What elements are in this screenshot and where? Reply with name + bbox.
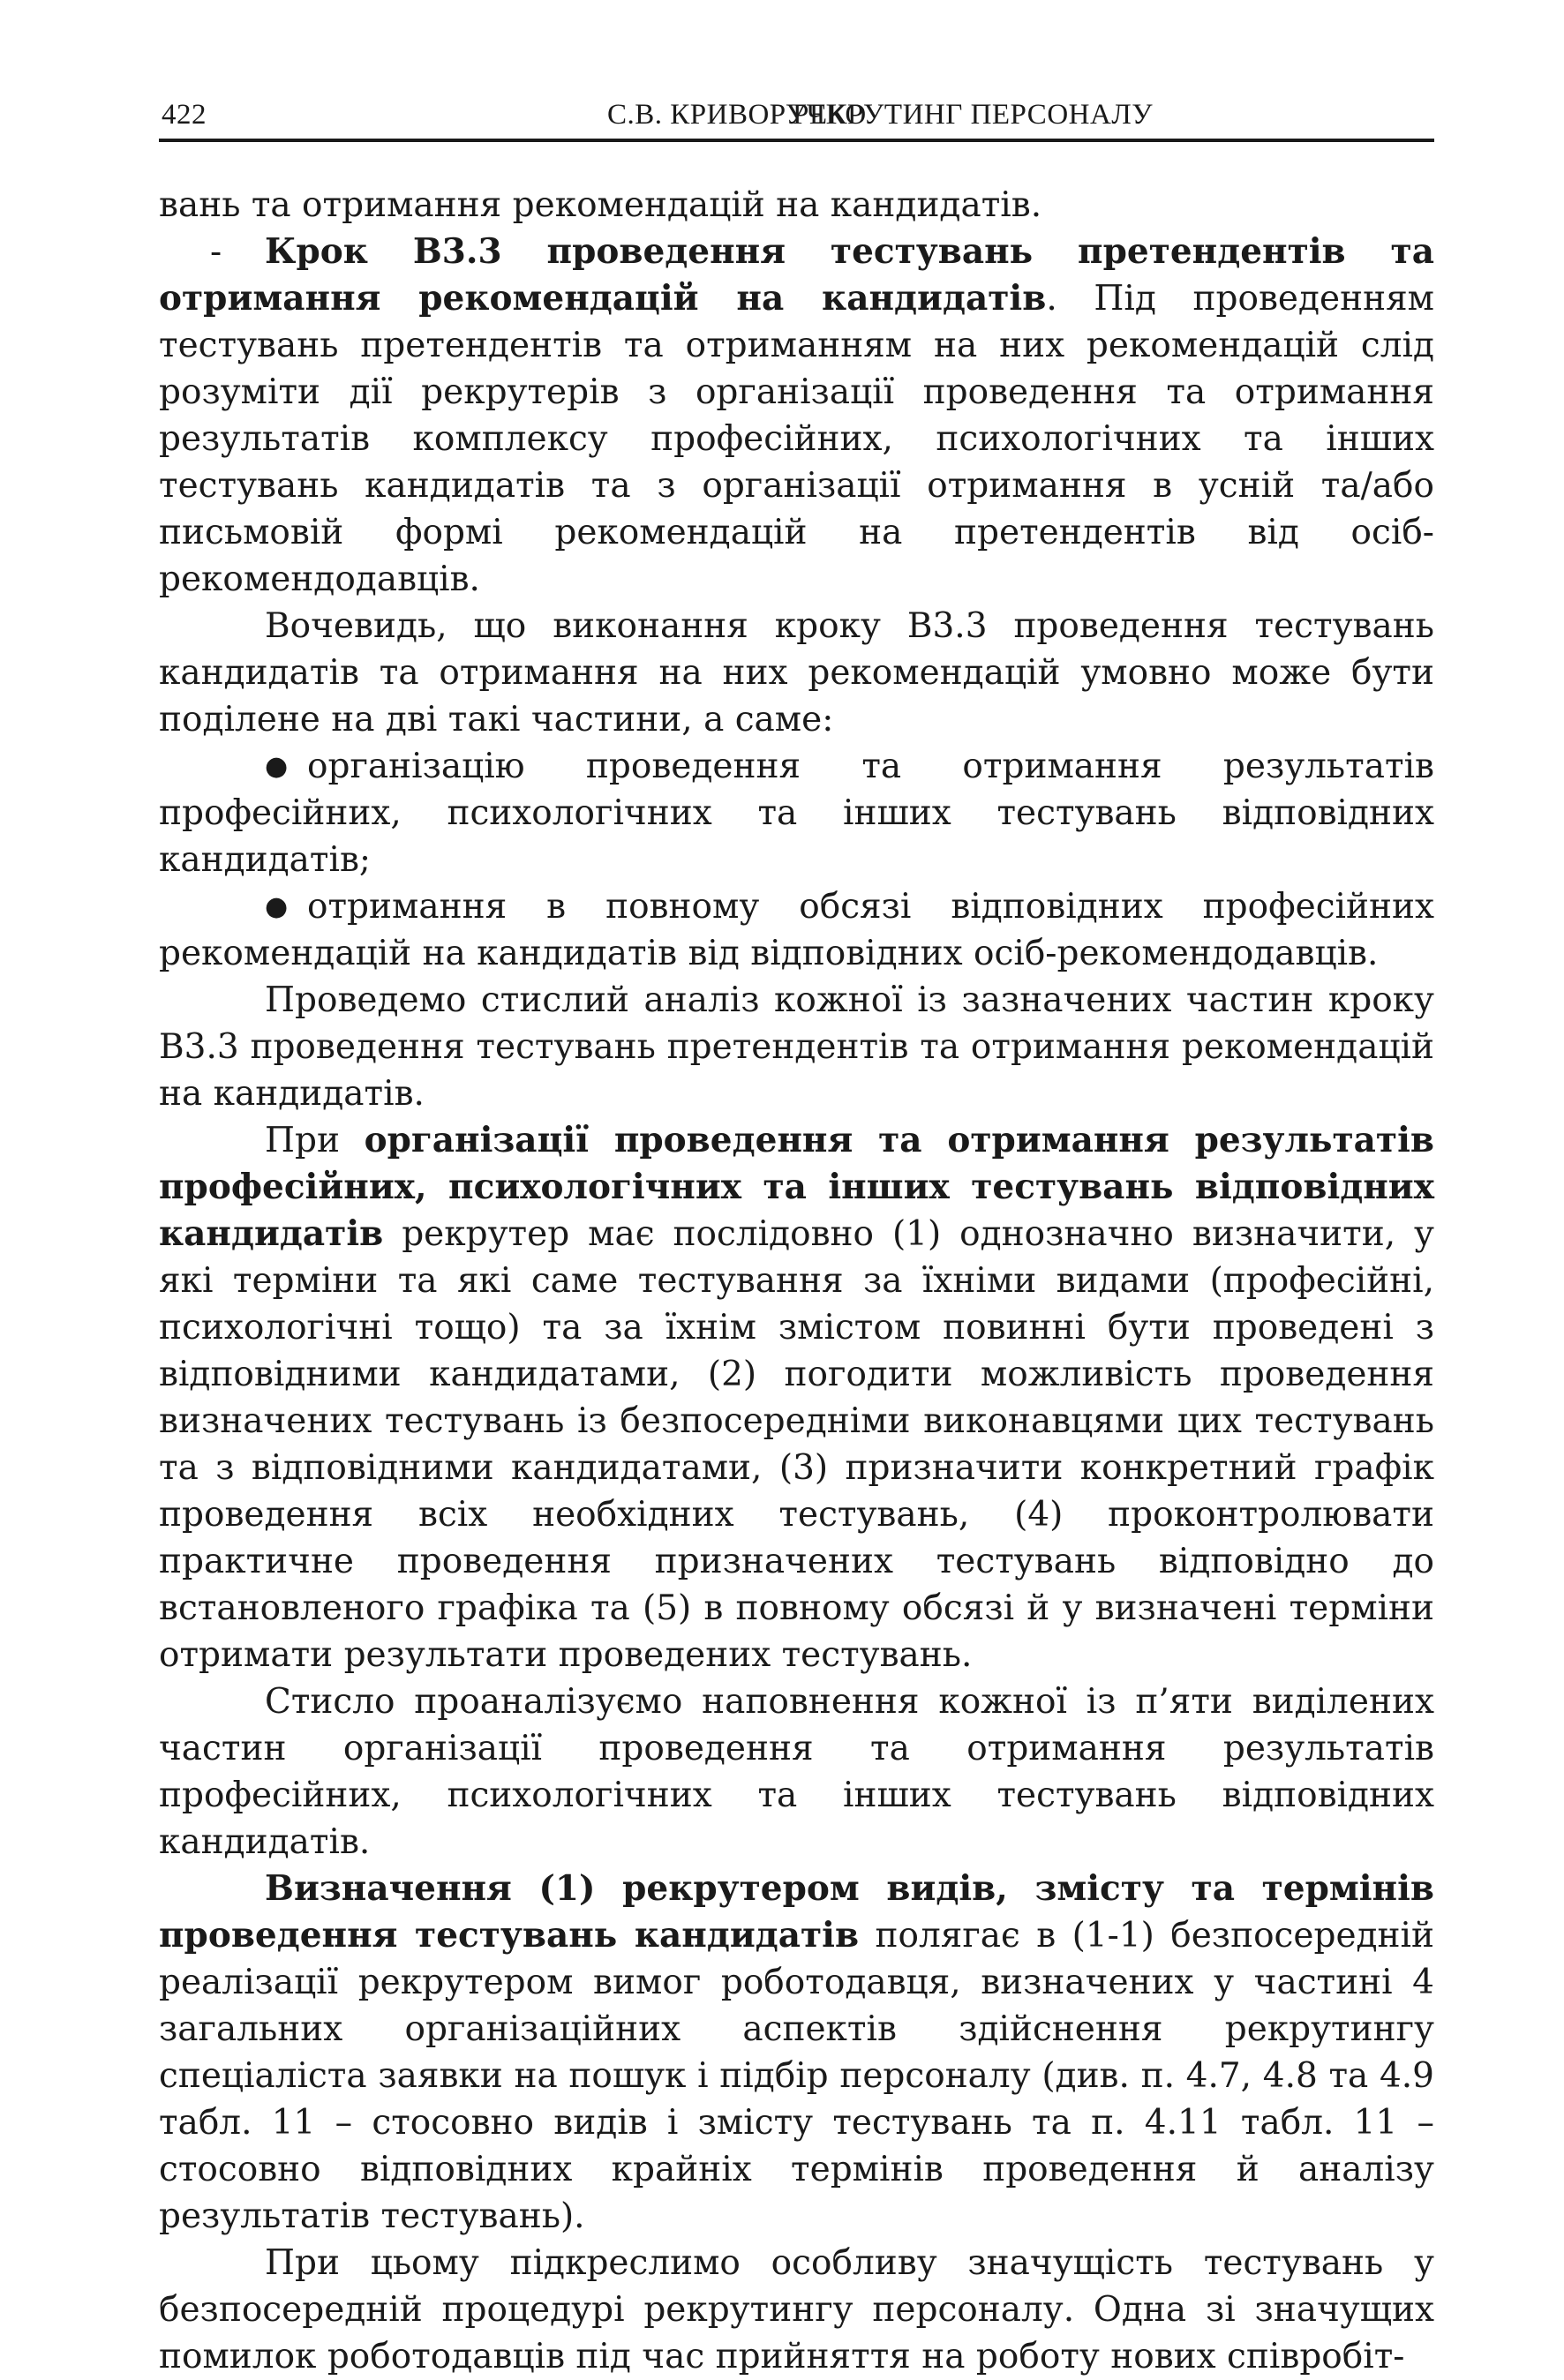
bullet-icon: ● [265,751,289,782]
dash-marker: - [210,232,222,272]
paragraph-testing-organization: При організації проведення та отримання результатів професійних, психологічних та інших тестувань відповідних кандидатів рекрутер має послідовно (1) однозначно визначити, у які терміни та які саме тестування за їхніми видами (професійні, психологічні тощо) та за їхнім змістом повинні бути проведені з відповідними кандидатами, (2) погодити можливість проведення визначених тестувань із безпосередніми виконавцями цих тестувань та з відповідними кандидатами, (3) призначити конкретний графік проведення всіх необхідних тестувань, (4) проконтролювати практичне проведення призначених тестувань відповідно до встановленого графіка та (5) в повному обсязі й у визначені терміни отримати результати проведених тестувань. [159,1120,1434,1675]
list-item: ● отримання в повному обсязі відповідних професійних рекомендацій на кандидатів від відповідних осіб-рекомендодавців. [159,883,1434,977]
paragraph-step-b33: - Крок В3.3 проведення тестувань претендентів та отримання рекомендацій на кандидатів. Під проведенням тестувань претендентів та отриманням на них рекомендацій слід розуміти дії рекрутерів з організації проведення та отримання результатів комплексу професійних, психологічних та інших тестувань кандидатів та з організації отримання в усній та/або письмовій формі рекомендацій на претендентів від осіб-рекомендодавців. [159,229,1434,603]
paragraph-definition-1: Визначення (1) рекрутером видів, змісту та термінів проведення тестувань кандидатів полягає в (1-1) безпосередній реалізації рекрутером вимог роботодавця, визначених у частині 4 загальних організаційних аспектів здійснення рекрутингу спеціаліста заявки на пошук і підбір персоналу (див. п. 4.7, 4.8 та 4.9 табл. 11 – стосовно видів і змісту тестувань та п. 4.11 табл. 11 – стосовно відповідних крайніх термінів проведення й аналізу результатів тестувань). [159,1868,1434,2236]
header-rule [159,139,1434,142]
header-author: С.В. КРИВОРУЧКО [607,99,867,131]
paragraph-two-parts: Вочевидь, що виконання кроку В3.3 проведення тестувань кандидатів та отримання на них рекомендацій умовно може бути поділене на дві такі частини, а саме: [159,606,1434,740]
definition-1-heading: Визначення (1) рекрутером видів, змісту та термінів проведення тестувань кандидатів [159,1868,1434,1956]
header-book-title: РЕКРУТИНГ ПЕРСОНАЛУ [793,99,1154,131]
paragraph-analysis-intro: Проведемо стислий аналіз кожної із зазначених частин кроку В3.3 проведення тестувань претендентів та отримання рекомендацій на кандидатів. [159,980,1434,1114]
paragraph-five-parts: Стисло проаналізуємо наповнення кожної із п’яти виділених частин організації проведення та отримання результатів професійних, психологічних та інших тестувань відповідних кандидатів. [159,1682,1434,1862]
list-item: ● організацію проведення та отримання результатів професійних, психологічних та інших тестувань відповідних кандидатів; [159,743,1434,883]
bullet-list [159,743,1434,977]
bullet-icon: ● [265,891,289,922]
paragraph-continuation: вань та отримання рекомендацій на кандидатів. [159,185,1042,225]
page-number: 422 [162,99,207,131]
step-b33-heading: Крок В3.3 проведення тестувань претендентів та отримання рекомендацій на кандидатів [159,231,1434,319]
testing-organization-heading: організації проведення та отримання результатів професійних, психологічних та інших тестувань відповідних кандидатів [159,1120,1434,1254]
body-text [159,182,1434,2380]
paragraph-testing-significance: При цьому підкреслимо особливу значущість тестувань у безпосередній процедурі рекрутингу персоналу. Одна зі значущих помилок роботодавців під час прийняття на роботу нових співробіт- [159,2243,1434,2376]
running-header [159,99,1434,141]
